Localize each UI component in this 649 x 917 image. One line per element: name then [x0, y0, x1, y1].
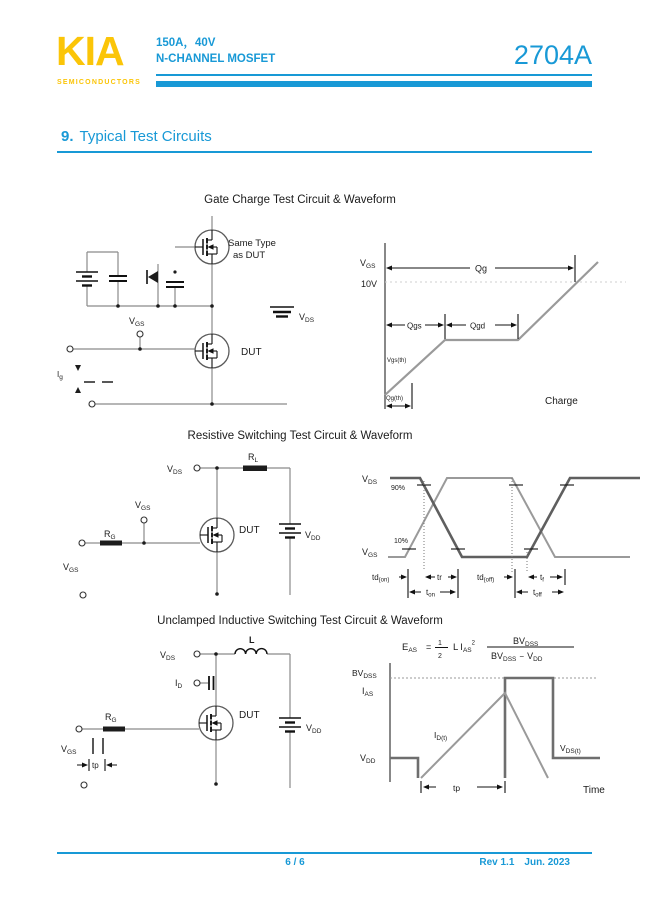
uis-circuit	[55, 630, 355, 795]
rl-resistor-symbol	[243, 466, 267, 472]
svg-text:1: 1	[438, 640, 442, 647]
logo-subtitle: SEMICONDUCTORS	[57, 79, 141, 86]
mosfet-symbol-dut	[195, 334, 229, 368]
wave2-vgs-label: $V_{GS}$	[362, 547, 378, 559]
return-terminal	[89, 401, 95, 407]
rl-label: $R_L$	[248, 452, 259, 464]
uis-waveform	[350, 630, 645, 815]
qgth-label: Qg(th)	[386, 396, 404, 402]
vgs-label: $V_{GS}$	[129, 316, 145, 328]
id-label3: $I_D$	[175, 678, 183, 690]
tdon-label: td(on)	[372, 573, 390, 584]
resistive-switching-waveform	[358, 465, 643, 610]
wave2-vds-label: $V_{DS}$	[362, 474, 378, 486]
vdd-axis-label: $V_{DD}$	[360, 753, 376, 765]
gate-charge-waveform	[358, 235, 643, 420]
revision-label: Rev 1.1	[479, 857, 515, 868]
wave1-vgs-label: $V_{GS}$	[360, 258, 376, 270]
p10-label: 10%	[394, 538, 409, 545]
fig3-title: Unclamped Inductive Switching Test Circuit & Waveform	[157, 615, 443, 627]
vdd-label2: $V_{DD}$	[305, 530, 321, 542]
p90-label: 90%	[391, 485, 406, 492]
vgs-source-label3: $V_{GS}$	[61, 744, 77, 756]
ig-label: $I_g$	[57, 370, 63, 381]
section-heading	[61, 128, 212, 145]
spec-rating: 150A，40V	[156, 37, 216, 49]
vds-top-label: $V_{DS}$	[167, 464, 183, 476]
dut-label2: DUT	[239, 525, 260, 536]
page-number: 6 / 6	[285, 857, 305, 868]
capacitor-symbol-1	[109, 276, 127, 281]
header-rule-thin	[156, 74, 592, 76]
vds-terminal	[194, 465, 200, 471]
vgs-probe-label2: $V_{GS}$	[135, 500, 151, 512]
rg-resistor-symbol	[100, 541, 122, 546]
dut-label: DUT	[241, 347, 262, 358]
vds-trace-left	[390, 758, 418, 778]
tdoff-label: td(off)	[477, 573, 495, 584]
vds-trace-right	[505, 678, 600, 778]
vgs-probe-terminal	[137, 331, 143, 337]
same-type-label-1: Same Type	[228, 238, 276, 249]
rg-label3: $R_G$	[105, 712, 117, 724]
same-type-label-2: as DUT	[233, 250, 266, 261]
eas-formula	[402, 636, 574, 663]
kia-logo: KIA	[56, 28, 124, 74]
svg-text:LIAS2: L $I_{AS}^2$	[453, 640, 475, 654]
rg-label: $R_G$	[104, 529, 116, 541]
part-number: 2704A	[513, 40, 592, 70]
time-axis-label: Time	[583, 785, 605, 796]
vgsth-label: Vgs(th)	[387, 358, 407, 364]
source-return-terminal2	[80, 592, 86, 598]
svg-text:BVDSS−VDD: $BV_{DSS} - V_{DD}$	[491, 651, 543, 663]
svg-text:=: =	[426, 642, 432, 652]
idt-label: $I_{D(t)}$	[434, 730, 448, 742]
resistive-switching-circuit	[55, 445, 355, 605]
gate-input-terminal2	[79, 540, 85, 546]
gate-charge-circuit	[55, 210, 345, 420]
mosfet-symbol-upper	[195, 230, 229, 264]
svg-text:2: 2	[438, 653, 442, 660]
gate-input-terminal3	[76, 726, 82, 732]
vdd-battery-symbol	[279, 524, 301, 538]
vds-trace	[390, 478, 640, 557]
section-number: 9.	[61, 128, 74, 145]
dut-label3: DUT	[239, 710, 260, 721]
inductor-label: L	[249, 635, 255, 645]
wave1-10v-label: 10V	[361, 279, 378, 289]
footer-rule	[57, 852, 592, 854]
vdst-label: $V_{DS(t)}$	[560, 743, 581, 755]
section-title: Typical Test Circuits	[79, 128, 212, 145]
revision-info	[392, 857, 570, 868]
device-spec	[156, 35, 275, 67]
svg-text:EAS: $E_{AS}$	[402, 642, 418, 654]
header-rule-thick	[156, 81, 592, 87]
qg-label: Qg	[475, 263, 488, 274]
ton-label: ton	[426, 588, 435, 599]
tr-label: tr	[437, 573, 442, 582]
spec-type: N-CHANNEL MOSFET	[156, 53, 276, 65]
fig1-title: Gate Charge Test Circuit & Waveform	[204, 194, 396, 206]
qgd-label: Qgd	[470, 321, 486, 331]
vgs-source-label2: $V_{GS}$	[63, 562, 79, 574]
battery-symbol	[76, 272, 98, 286]
mosfet-symbol-dut2	[200, 518, 234, 552]
source-return-terminal3	[81, 782, 87, 788]
waveform1-ticks	[412, 255, 575, 409]
current-probe-symbol	[209, 676, 214, 690]
inductor-symbol	[235, 649, 267, 654]
vdd-label3: $V_{DD}$	[306, 723, 322, 735]
vgs-pulse-symbol	[93, 738, 103, 754]
rg-resistor-symbol3	[103, 727, 125, 732]
tf-label: tf	[540, 573, 544, 584]
vds-terminal3	[194, 651, 200, 657]
charge-axis-label: Charge	[545, 396, 578, 407]
section-underline	[57, 151, 592, 153]
vds-top-label3: $V_{DS}$	[160, 650, 176, 662]
svg-text:BVDSS: $BV_{DSS}$	[513, 636, 539, 648]
diode-symbol	[147, 270, 158, 284]
ias-label: $I_{AS}$	[362, 686, 374, 698]
tp-axis-label: tp	[453, 783, 461, 793]
toff-label: toff	[533, 588, 542, 599]
id-terminal3	[194, 680, 200, 686]
revision-date: Jun. 2023	[524, 857, 570, 868]
mosfet-symbol-dut3	[199, 706, 233, 740]
capacitor-symbol-2	[166, 270, 184, 287]
vgs-probe-terminal2	[141, 517, 147, 523]
ig-current-source-symbol	[75, 365, 113, 393]
vds-label: $V_{DS}$	[299, 312, 315, 324]
qgs-label: Qgs	[407, 321, 422, 331]
gate-input-terminal	[67, 346, 73, 352]
tp-pulse-label: tp	[92, 761, 99, 770]
fig2-title: Resistive Switching Test Circuit & Waveform	[187, 430, 413, 442]
vdd-battery-symbol3	[279, 718, 301, 732]
bvdss-label: $BV_{DSS}$	[352, 668, 377, 680]
vds-source-symbol	[270, 307, 294, 317]
